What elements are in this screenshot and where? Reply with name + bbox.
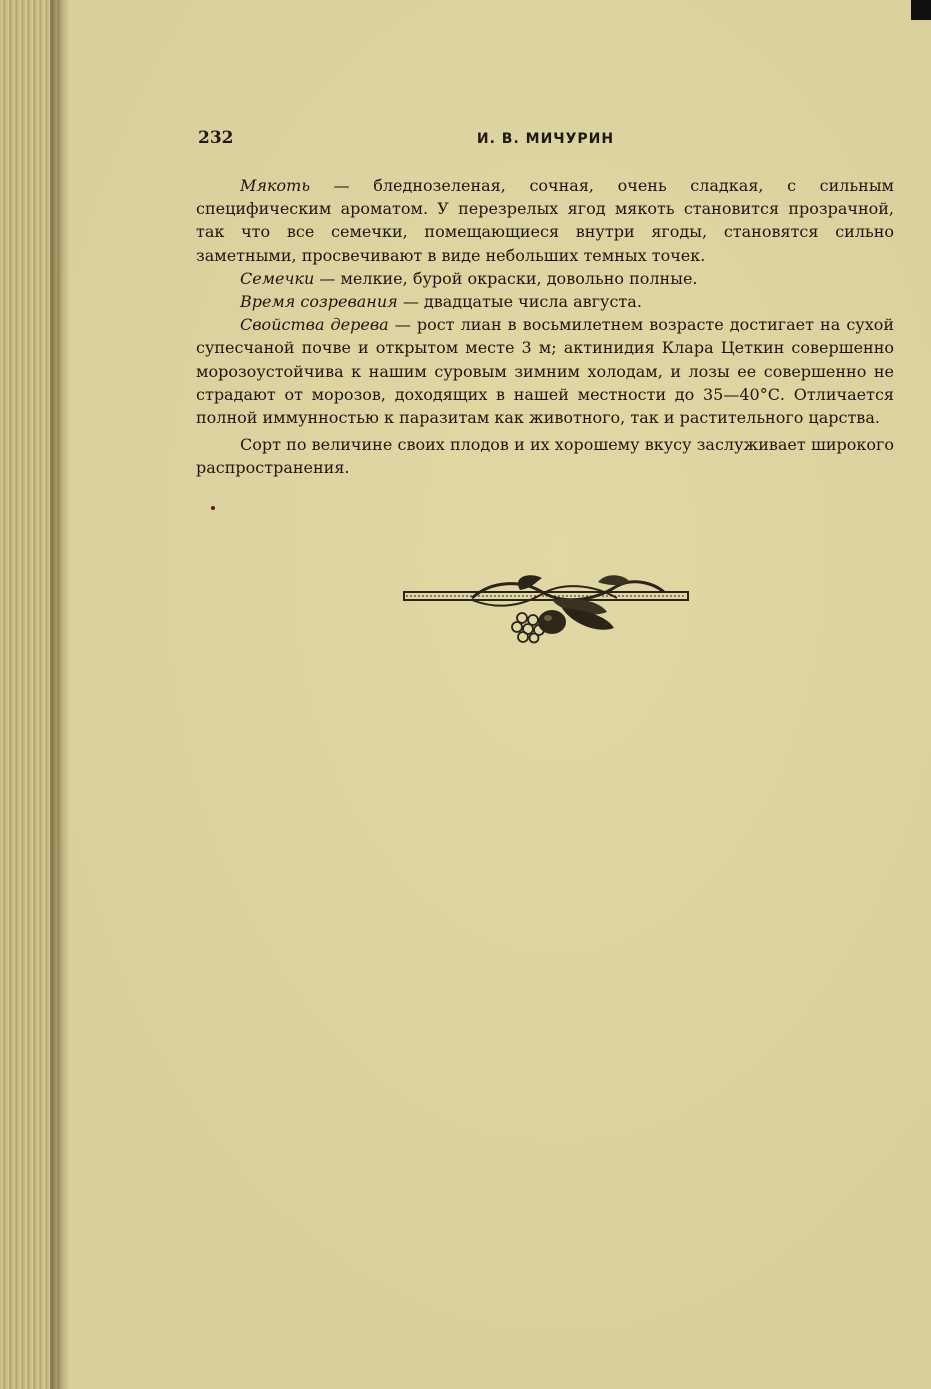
running-head xyxy=(198,128,893,152)
paragraph-content: — бледнозеленая, сочная, очень сладкая, с сильным специфическим ароматом. У перезрелых ягод мякоть становится прозрачной, так что все семечки, помещающиеся внутри ягоды, становятся сильно заметными, просвечивают в виде небольших темных точек. xyxy=(196,176,894,265)
paragraph-content: Сорт по величине своих плодов и их хорошему вкусу заслуживает широкого распространения. xyxy=(196,435,894,478)
paragraph-flesh xyxy=(196,174,894,267)
paragraph-conclusion xyxy=(196,433,894,479)
paragraph-content: — двадцатые числа августа. xyxy=(397,292,642,312)
paragraph-label: Свойства дерева xyxy=(240,315,389,335)
paragraph-label: Время созревания xyxy=(240,292,398,312)
header-author: И. В. МИЧУРИН xyxy=(476,131,615,147)
scan-corner xyxy=(911,0,931,20)
paragraph-tree-properties xyxy=(196,313,894,429)
body-text xyxy=(196,174,894,480)
gutter-shadow xyxy=(50,0,70,1389)
page-number: 232 xyxy=(198,128,234,148)
paragraph-ripening-time xyxy=(196,290,894,313)
paragraph-content: — мелкие, бурой окраски, довольно полные. xyxy=(314,268,698,288)
leaf-and-berries-ornament-icon xyxy=(402,572,690,644)
paragraph-label: Мякоть xyxy=(240,176,311,195)
paragraph-seeds xyxy=(196,267,894,290)
paragraph-label: Семечки xyxy=(240,268,315,288)
paragraph-content: — рост лиан в восьмилетнем возрасте достигает на сухой супесчаной почве и открытом месте 3 м; актинидия Клара Цеткин совершенно морозоустойчива к нашим суровым зимним холодам, и лозы ее совершенно не страдают от морозов, доходящих в нашей местности до 35—40°С. Отличается полной иммунностью к паразитам как животного, так и растительного царства. xyxy=(196,315,895,428)
stray-ink-mark xyxy=(211,506,215,510)
